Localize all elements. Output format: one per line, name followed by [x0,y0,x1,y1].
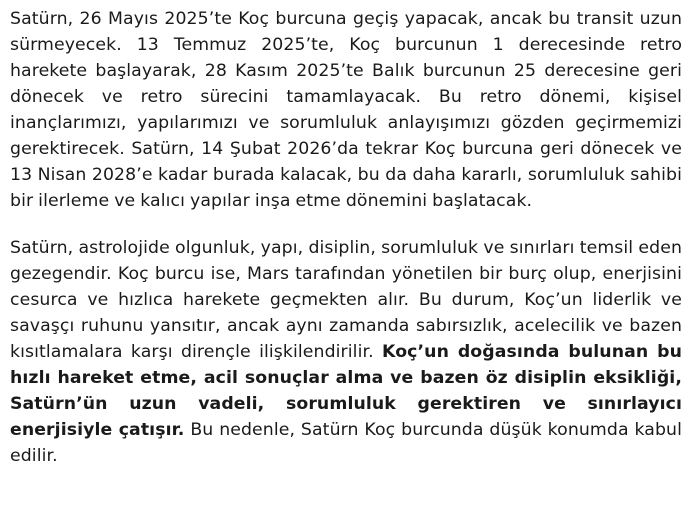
paragraph-saturn-transit: Satürn, 26 Mayıs 2025’te Koç burcuna geçiş yapacak, ancak bu transit uzun sürmeyecek. 13 Temmuz 2025’te, Koç burcunun 1 derecesinde retro harekete başlayarak, 28 Kasım 2025’te Balık burcunun 25 derecesine geri dönecek ve retro sürecini tamamlayacak. Bu retro dönemi, kişisel inançlarımızı, yapılarımızı ve sorumluluk anlayışımızı gözden geçirmemizi gerektirecek. Satürn, 14 Şubat 2026’da tekrar Koç burcuna geri dönecek ve 13 Nisan 2028’e kadar burada kalacak, bu da daha kararlı, sorumluluk sahibi bir ilerleme ve kalıcı yapılar inşa etme dönemini başlatacak. [10,9,682,211]
bold-text: Koç’un doğasında bulunan bu hızlı hareket etme, acil sonuçlar alma ve bazen öz disiplin eksikliği, Satürn’ün uzun vadeli, sorumluluk gerektiren ve sınırlayıcı enerjisiyle çatışır. [10,342,682,440]
paragraph-text-end: Bu nedenle, Satürn Koç burcunda düşük konumda kabul edilir. [10,420,683,466]
paragraph-text: Satürn, astrolojide olgunluk, yapı, disiplin, sorumluluk ve sınırları temsil eden gezegendir. Koç burcu ise, Mars tarafından yönetilen bir burç olup, enerjisini cesurca ve hızlıca harekete geçmekten alır. Bu durum, Koç’un liderlik ve savaşçı ruhunu yansıtır, ancak aynı zamanda sabırsızlık, acelecilik ve bazen kısıtlamalara karşı dirençle ilişkilendirilir. [10,238,682,362]
paragraph-saturn-aries [10,235,682,469]
